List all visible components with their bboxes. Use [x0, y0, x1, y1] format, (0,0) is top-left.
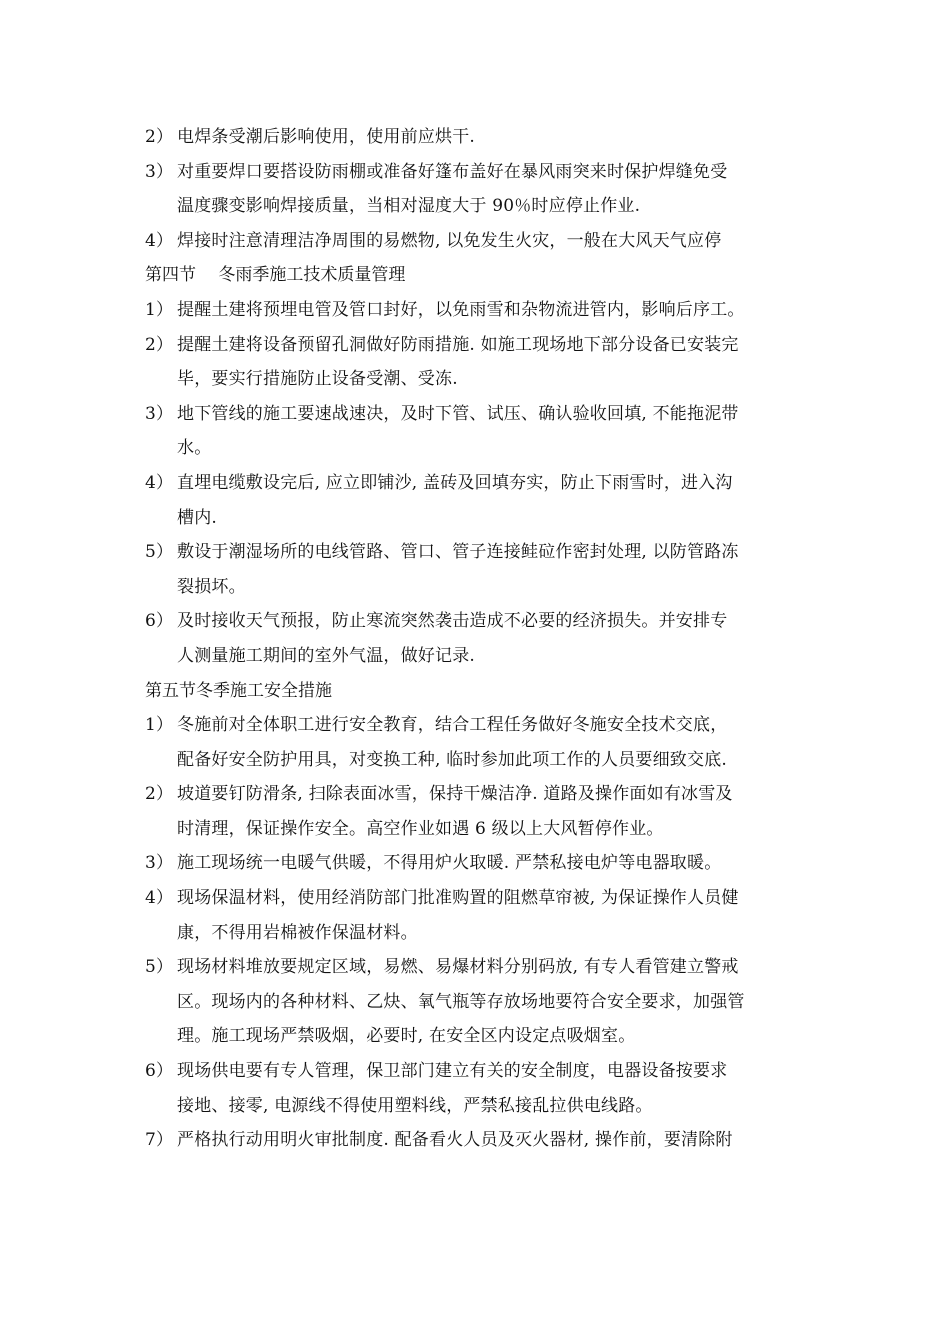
item-number: 1） [145, 715, 174, 736]
list-item-line [145, 1054, 825, 1089]
list-item-line [145, 1123, 825, 1158]
item-text: 坡道要钉防滑条, 扫除表面冰雪，保持干燥洁净. 道路及操作面如有冰雪及 [177, 784, 733, 805]
item-number: 3） [145, 161, 174, 182]
section-4-list [145, 293, 825, 674]
item-text: 对重要焊口要搭设防雨棚或准备好篷布盖好在暴风雨突来时保护焊缝免受 [177, 161, 728, 182]
item-number: 2） [145, 784, 174, 805]
list-item-line [145, 155, 825, 190]
list-item-line [145, 328, 825, 363]
item-text: 严格执行动用明火审批制度. 配备看火人员及灭火器材, 操作前，要清除附 [177, 1130, 733, 1151]
list-item [145, 535, 825, 604]
document-body [145, 120, 825, 1158]
item-number: 1） [145, 299, 174, 320]
item-text-continued: 人测量施工期间的室外气温，做好记录. [177, 645, 476, 666]
list-item-line [145, 604, 825, 639]
list-item-line [145, 881, 825, 916]
item-number: 2） [145, 334, 174, 355]
item-number: 2） [145, 127, 174, 147]
item-number: 6） [145, 611, 174, 632]
item-text-continued: 时清理，保证操作安全。高空作业如遇 6 级以上大风暂停作业。 [177, 818, 664, 839]
list-item [145, 293, 825, 328]
item-text-continued: 区。现场内的各种材料、乙炔、氧气瓶等存放场地要符合安全要求，加强管 [177, 991, 745, 1012]
item-number: 7） [145, 1130, 174, 1151]
item-text: 现场保温材料，使用经消防部门批准购置的阻燃草帘被, 为保证操作人员健 [177, 888, 739, 909]
item-text: 焊接时注意清理洁净周围的易燃物, 以免发生火灾，一般在大风天气应停 [177, 230, 722, 251]
item-text-continued: 配备好安全防护用具，对变换工种, 临时参加此项工作的人员要细致交底. [177, 749, 728, 770]
list-item [145, 1123, 825, 1158]
item-text: 冬施前对全体职工进行安全教育，结合工程任务做好冬施安全技术交底， [177, 715, 728, 736]
item-number: 6） [145, 1061, 174, 1082]
item-text-continued: 水。 [177, 438, 212, 459]
item-number: 4） [145, 230, 174, 251]
item-text: 直埋电缆敷设完后, 应立即铺沙, 盖砖及回填夯实，防止下雨雪时，进入沟 [177, 472, 733, 493]
item-number: 3） [145, 403, 174, 424]
item-text: 提醒土建将设备预留孔洞做好防雨措施. 如施工现场地下部分设备已安装完 [177, 334, 739, 355]
section-3-list [145, 120, 825, 258]
list-item [145, 466, 825, 535]
item-text-continued: 温度骤变影响焊接质量，当相对湿度大于 90％时应停止作业. [177, 196, 641, 217]
item-text: 及时接收天气预报，防止寒流突然袭击造成不必要的经济损失。并安排专 [177, 611, 728, 632]
list-item [145, 120, 825, 155]
list-item [145, 155, 825, 224]
list-item-line [145, 708, 825, 743]
list-item [145, 1054, 825, 1123]
item-text-continued: 槽内. [177, 507, 218, 528]
list-item-line [145, 950, 825, 985]
list-item [145, 950, 825, 1054]
list-item-line [145, 224, 825, 259]
item-text: 敷设于潮湿场所的电线管路、管口、管子连接鲑砬作密封处理, 以防管路冻 [177, 542, 739, 563]
list-item [145, 604, 825, 673]
item-number: 5） [145, 542, 174, 563]
item-number: 4） [145, 472, 174, 493]
item-text-continued: 毕，要实行措施防止设备受潮、受冻. [177, 369, 458, 390]
item-text: 电焊条受潮后影响使用，使用前应烘干. [177, 127, 476, 147]
item-text-continued: 裂损坏。 [177, 576, 246, 597]
list-item [145, 708, 825, 777]
item-number: 4） [145, 888, 174, 909]
list-item-line [145, 293, 825, 328]
list-item-line [145, 535, 825, 570]
item-text: 施工现场统一电暖气供暖，不得用炉火取暖. 严禁私接电炉等电器取暖。 [177, 853, 722, 874]
list-item-line [145, 466, 825, 501]
item-number: 5） [145, 957, 174, 978]
list-item [145, 328, 825, 397]
list-item-line [145, 120, 825, 155]
item-text-continued: 康，不得用岩棉被作保温材料。 [177, 922, 418, 943]
item-text: 现场材料堆放要规定区域，易燃、易爆材料分别码放, 有专人看管建立警戒 [177, 957, 739, 978]
section-5-heading: 第五节冬季施工安全措施 [145, 680, 332, 701]
section-5-list [145, 708, 825, 1158]
list-item-line [145, 846, 825, 881]
list-item [145, 846, 825, 881]
item-text-continued: 接地、接零, 电源线不得使用塑料线，严禁私接乱拉供电线路。 [177, 1095, 653, 1116]
list-item-line [145, 397, 825, 432]
item-text: 地下管线的施工要速战速决，及时下管、试压、确认验收回填, 不能拖泥带 [177, 403, 739, 424]
list-item [145, 397, 825, 466]
item-text-continued: 理。施工现场严禁吸烟，必要时, 在安全区内设定点吸烟室。 [177, 1026, 636, 1047]
list-item [145, 777, 825, 846]
item-text: 现场供电要有专人管理，保卫部门建立有关的安全制度，电器设备按要求 [177, 1061, 728, 1082]
item-text: 提醒土建将预埋电管及管口封好，以免雨雪和杂物流进管内，影响后序工。 [177, 299, 745, 320]
item-number: 3） [145, 853, 174, 874]
list-item [145, 224, 825, 259]
section-4-heading: 第四节 冬雨季施工技术质量管理 [145, 265, 406, 286]
list-item [145, 881, 825, 950]
list-item-line [145, 777, 825, 812]
